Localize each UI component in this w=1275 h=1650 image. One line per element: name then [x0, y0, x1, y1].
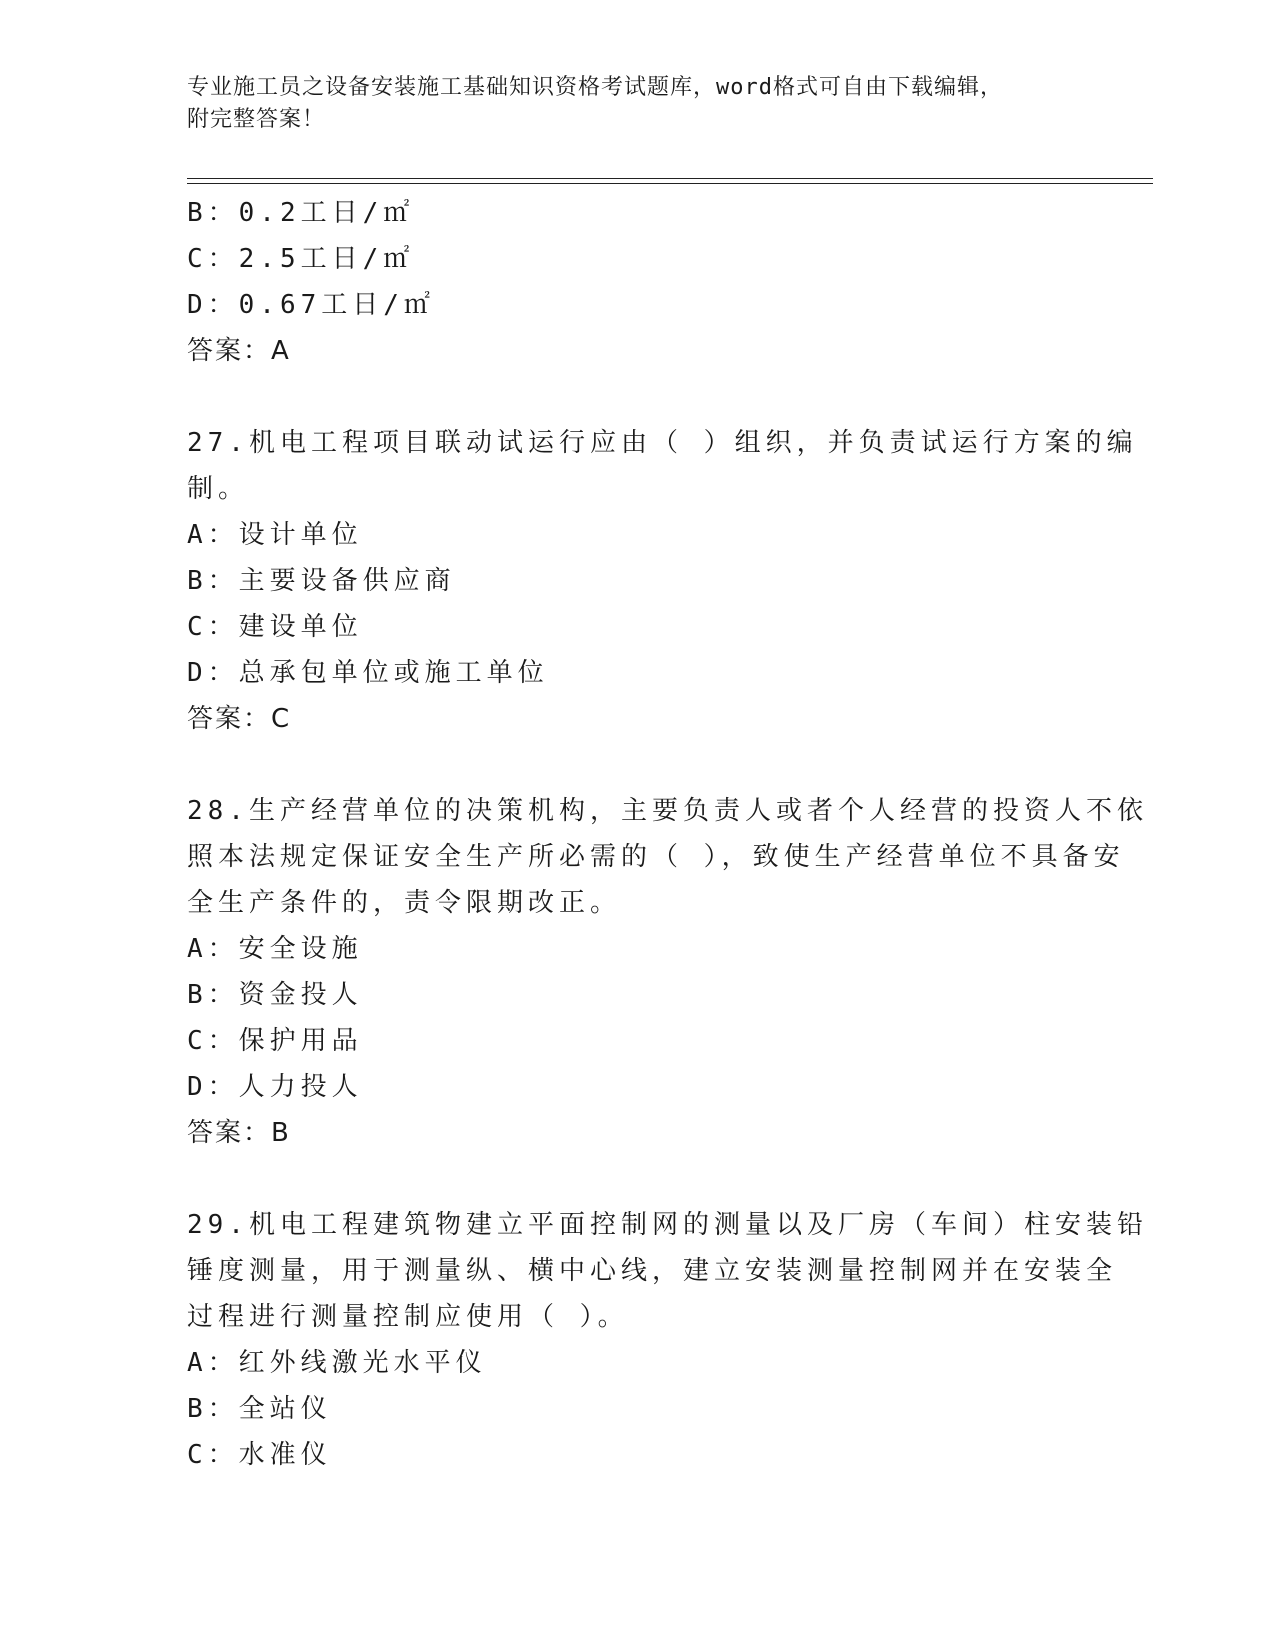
option-c: C：保护用品: [187, 1026, 363, 1056]
header-divider-bottom: [187, 183, 1153, 184]
option-a: A：红外线激光水平仪: [187, 1348, 487, 1378]
option-d: D：人力投人: [187, 1072, 363, 1102]
question-text-line: 照本法规定保证安全生产所必需的（ ），致使生产经营单位不具备安: [187, 842, 1125, 872]
question-text-line: 29.机电工程建筑物建立平面控制网的测量以及厂房（车间）柱安装铅: [187, 1210, 1148, 1240]
question-text-line: 全生产条件的，责令限期改正。: [187, 888, 622, 918]
document-header: [187, 72, 1087, 136]
question-27: [187, 420, 1138, 742]
question-text-line: 28.生产经营单位的决策机构，主要负责人或者个人经营的投资人不依: [187, 796, 1148, 826]
question-text-line: 过程进行测量控制应使用（ ）。: [187, 1302, 629, 1332]
option-b: B：0.2工日/㎡: [187, 198, 415, 228]
option-b: B：主要设备供应商: [187, 566, 456, 596]
question-29: [187, 1202, 1148, 1478]
question-28: [187, 788, 1148, 1156]
question-text-line: 27.机电工程项目联动试运行应由（ ）组织，并负责试运行方案的编: [187, 428, 1138, 458]
answer-line: 答案：A: [187, 336, 291, 366]
header-line-2: 附完整答案！: [187, 107, 326, 132]
header-line-1: 专业施工员之设备安装施工基础知识资格考试题库，word格式可自由下载编辑，: [187, 75, 1003, 100]
option-d: D：0.67工日/㎡: [187, 290, 435, 320]
question-text-line: 制。: [187, 474, 250, 504]
previous-question-tail: [187, 190, 1087, 374]
option-c: C：水准仪: [187, 1440, 332, 1470]
answer-line: 答案：C: [187, 704, 292, 734]
option-c: C：建设单位: [187, 612, 363, 642]
question-content: [187, 190, 1148, 1478]
header-divider-top: [187, 178, 1153, 179]
option-a: A：安全设施: [187, 934, 363, 964]
option-a: A：设计单位: [187, 520, 363, 550]
question-text-line: 锤度测量，用于测量纵、横中心线，建立安装测量控制网并在安装全: [187, 1256, 1118, 1286]
option-b: B：资金投人: [187, 980, 363, 1010]
option-b: B：全站仪: [187, 1394, 332, 1424]
answer-line: 答案：B: [187, 1118, 291, 1148]
option-d: D：总承包单位或施工单位: [187, 658, 549, 688]
option-c: C：2.5工日/㎡: [187, 244, 415, 274]
